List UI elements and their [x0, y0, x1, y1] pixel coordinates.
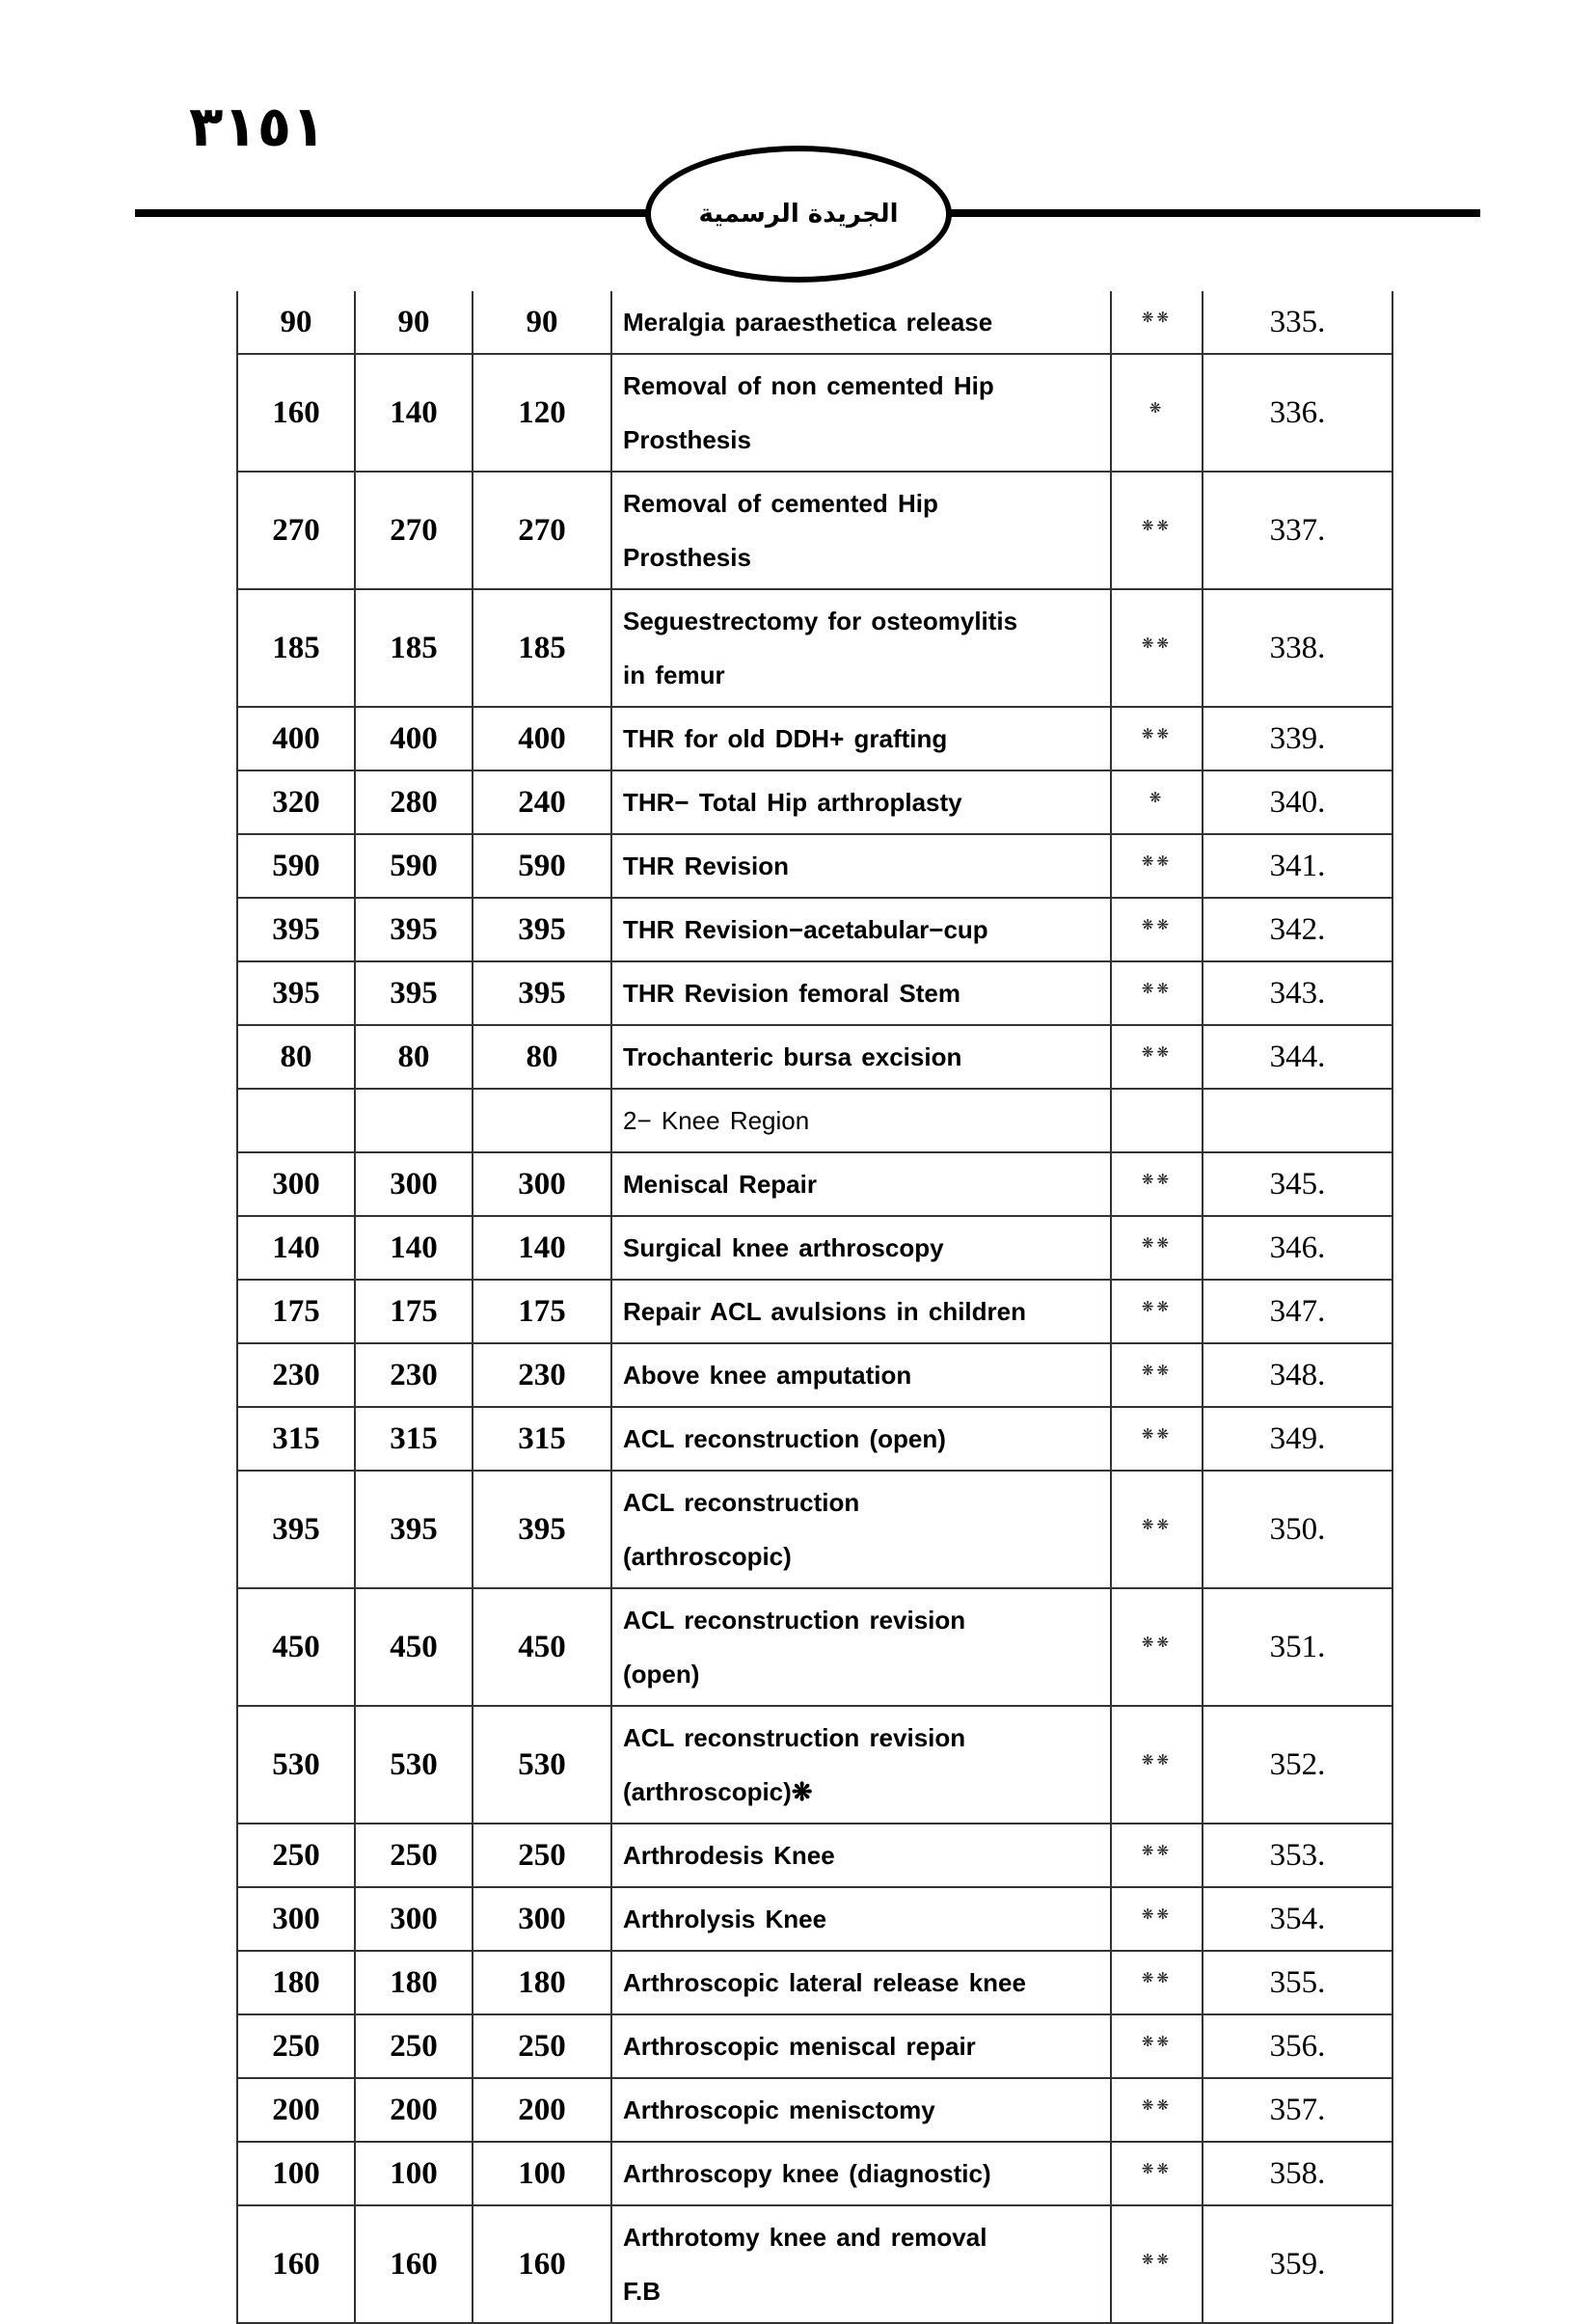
category-stars: ❋❋	[1111, 961, 1203, 1025]
table-row	[237, 961, 1392, 1025]
fee-column-1: 250	[237, 2014, 355, 2078]
fee-column-2: 590	[355, 834, 473, 898]
table-row	[237, 1280, 1392, 1343]
category-stars: ❋❋	[1111, 1887, 1203, 1951]
table-row	[237, 834, 1392, 898]
table-row	[237, 770, 1392, 834]
description-line: ACL reconstruction revision	[623, 1606, 966, 1635]
procedure-description	[611, 1343, 1111, 1407]
serial-number: 355.	[1203, 1951, 1392, 2014]
category-stars: ❋❋	[1111, 834, 1203, 898]
fee-column-3: 80	[473, 1025, 611, 1089]
procedure-description	[611, 961, 1111, 1025]
category-stars: ❋	[1111, 770, 1203, 834]
description-line: THR Revision	[623, 851, 790, 880]
table-row	[237, 1407, 1392, 1471]
procedure-description	[611, 472, 1111, 589]
fee-column-1: 180	[237, 1951, 355, 2014]
fee-column-1: 160	[237, 2205, 355, 2323]
fee-column-1: 90	[237, 291, 355, 354]
table-row	[237, 354, 1392, 472]
description-line: ACL reconstruction (open)	[623, 1424, 946, 1453]
fee-column-2: 160	[355, 2205, 473, 2323]
serial-number: 348.	[1203, 1343, 1392, 1407]
description-line: Meralgia paraesthetica release	[623, 308, 993, 337]
fee-column-3: 140	[473, 1216, 611, 1280]
category-stars: ❋❋	[1111, 1407, 1203, 1471]
procedure-description	[611, 1407, 1111, 1471]
description-line: 2− Knee Region	[623, 1106, 810, 1135]
fee-column-3: 250	[473, 2014, 611, 2078]
category-stars: ❋❋	[1111, 1471, 1203, 1588]
procedure-description	[611, 1588, 1111, 1706]
fee-column-2: 450	[355, 1588, 473, 1706]
fee-column-2: 80	[355, 1025, 473, 1089]
fee-column-3: 100	[473, 2142, 611, 2205]
procedure-description	[611, 2142, 1111, 2205]
fee-column-1: 400	[237, 707, 355, 770]
fee-column-3: 395	[473, 961, 611, 1025]
fee-column-3: 300	[473, 1887, 611, 1951]
header-rule-right	[947, 209, 1480, 217]
description-line: Arthrotomy knee and removal	[623, 2223, 987, 2252]
category-stars: ❋❋	[1111, 1706, 1203, 1824]
procedure-description	[611, 1471, 1111, 1588]
procedure-description	[611, 1706, 1111, 1824]
category-stars: ❋❋	[1111, 2014, 1203, 2078]
table-row	[237, 1887, 1392, 1951]
fee-column-1: 140	[237, 1216, 355, 1280]
serial-number: 353.	[1203, 1824, 1392, 1887]
category-stars: ❋❋	[1111, 1216, 1203, 1280]
serial-number: 354.	[1203, 1887, 1392, 1951]
fee-column-2: 395	[355, 1471, 473, 1588]
section-title	[611, 1089, 1111, 1152]
table-row	[237, 2142, 1392, 2205]
serial-number: 358.	[1203, 2142, 1392, 2205]
fee-table-body	[237, 291, 1392, 2323]
table-row	[237, 1152, 1392, 1216]
table-row	[237, 1706, 1392, 1824]
fee-column-2: 250	[355, 1824, 473, 1887]
serial-number: 342.	[1203, 898, 1392, 961]
fee-column-2: 300	[355, 1152, 473, 1216]
fee-column-1: 250	[237, 1824, 355, 1887]
table-row	[237, 472, 1392, 589]
fee-column-1: 395	[237, 898, 355, 961]
description-line: THR Revision−acetabular−cup	[623, 915, 988, 944]
description-line: (arthroscopic)	[623, 1542, 792, 1571]
category-stars: ❋❋	[1111, 1152, 1203, 1216]
fee-column-1: 530	[237, 1706, 355, 1824]
procedure-description	[611, 1824, 1111, 1887]
procedure-description	[611, 589, 1111, 707]
description-line: Arthroscopic lateral release knee	[623, 1968, 1026, 1997]
description-line: ACL reconstruction revision	[623, 1723, 966, 1752]
category-stars: ❋	[1111, 354, 1203, 472]
category-stars: ❋❋	[1111, 2142, 1203, 2205]
serial-number: 335.	[1203, 291, 1392, 354]
fee-column-1: 270	[237, 472, 355, 589]
procedure-description	[611, 2078, 1111, 2142]
fee-column-2: 100	[355, 2142, 473, 2205]
fee-column-1: 100	[237, 2142, 355, 2205]
procedure-description	[611, 1951, 1111, 2014]
serial-number: 337.	[1203, 472, 1392, 589]
fee-column-3: 120	[473, 354, 611, 472]
fee-column-3: 240	[473, 770, 611, 834]
fee-column-1: 300	[237, 1887, 355, 1951]
fee-column-1: 395	[237, 961, 355, 1025]
description-line: Above knee amputation	[623, 1361, 912, 1390]
fee-column-2: 270	[355, 472, 473, 589]
table-row	[237, 2078, 1392, 2142]
description-line: THR for old DDH+ grafting	[623, 724, 948, 753]
fee-column-1: 160	[237, 354, 355, 472]
description-line: (arthroscopic)❋	[623, 1777, 813, 1806]
description-line: THR− Total Hip arthroplasty	[623, 788, 962, 817]
fee-column-3: 160	[473, 2205, 611, 2323]
category-stars: ❋❋	[1111, 472, 1203, 589]
fee-column-3: 90	[473, 291, 611, 354]
fee-column-2: 300	[355, 1887, 473, 1951]
page-number: ٣١٥١	[189, 94, 326, 159]
procedure-description	[611, 2014, 1111, 2078]
description-line: Arthroscopy knee (diagnostic)	[623, 2159, 991, 2188]
fee-column-2: 250	[355, 2014, 473, 2078]
description-line: Trochanteric bursa excision	[623, 1042, 962, 1071]
fee-column-3	[473, 1089, 611, 1152]
serial-number: 345.	[1203, 1152, 1392, 1216]
serial-number: 344.	[1203, 1025, 1392, 1089]
serial-number: 351.	[1203, 1588, 1392, 1706]
serial-number: 338.	[1203, 589, 1392, 707]
description-line: Surgical knee arthroscopy	[623, 1233, 944, 1262]
fee-column-1: 200	[237, 2078, 355, 2142]
fee-column-2: 400	[355, 707, 473, 770]
table-row	[237, 1216, 1392, 1280]
fee-column-1: 395	[237, 1471, 355, 1588]
category-stars: ❋❋	[1111, 898, 1203, 961]
fee-column-2: 180	[355, 1951, 473, 2014]
serial-number: 357.	[1203, 2078, 1392, 2142]
procedure-description	[611, 898, 1111, 961]
fee-column-2: 200	[355, 2078, 473, 2142]
fee-column-3: 180	[473, 1951, 611, 2014]
description-line: THR Revision femoral Stem	[623, 979, 960, 1008]
description-line: Prosthesis	[623, 543, 751, 572]
fee-column-2: 175	[355, 1280, 473, 1343]
table-row	[237, 707, 1392, 770]
fee-column-1: 185	[237, 589, 355, 707]
fee-column-2: 140	[355, 1216, 473, 1280]
description-line: Prosthesis	[623, 425, 751, 454]
fee-column-3: 200	[473, 2078, 611, 2142]
table-row	[237, 898, 1392, 961]
procedure-description	[611, 1280, 1111, 1343]
serial-number: 346.	[1203, 1216, 1392, 1280]
fee-column-1	[237, 1089, 355, 1152]
description-line: Arthroscopic menisctomy	[623, 2095, 935, 2124]
category-stars: ❋❋	[1111, 1280, 1203, 1343]
fee-column-1: 80	[237, 1025, 355, 1089]
table-row	[237, 291, 1392, 354]
fee-column-3: 250	[473, 1824, 611, 1887]
procedure-description	[611, 834, 1111, 898]
section-header-row	[237, 1089, 1392, 1152]
serial-number: 356.	[1203, 2014, 1392, 2078]
description-line: Removal of non cemented Hip	[623, 371, 994, 400]
fee-column-2: 140	[355, 354, 473, 472]
category-stars: ❋❋	[1111, 2078, 1203, 2142]
fee-column-1: 230	[237, 1343, 355, 1407]
description-line: Seguestrectomy for osteomylitis	[623, 607, 1018, 635]
description-line: Arthrolysis Knee	[623, 1905, 827, 1933]
fee-column-1: 320	[237, 770, 355, 834]
category-stars: ❋❋	[1111, 1951, 1203, 2014]
procedure-description	[611, 1025, 1111, 1089]
category-stars: ❋❋	[1111, 291, 1203, 354]
description-line: F.B	[623, 2277, 661, 2306]
procedure-description	[611, 2205, 1111, 2323]
fee-column-2: 185	[355, 589, 473, 707]
fee-column-1: 300	[237, 1152, 355, 1216]
fee-column-2: 315	[355, 1407, 473, 1471]
category-stars	[1111, 1089, 1203, 1152]
fee-column-2: 280	[355, 770, 473, 834]
procedure-description	[611, 1152, 1111, 1216]
serial-number: 359.	[1203, 2205, 1392, 2323]
table-row	[237, 1025, 1392, 1089]
fee-column-3: 450	[473, 1588, 611, 1706]
fee-column-3: 175	[473, 1280, 611, 1343]
publication-title: الجريدة الرسمية	[698, 200, 899, 229]
category-stars: ❋❋	[1111, 2205, 1203, 2323]
table-row	[237, 1471, 1392, 1588]
description-line: ACL reconstruction	[623, 1488, 860, 1517]
serial-number: 349.	[1203, 1407, 1392, 1471]
description-line: Removal of cemented Hip	[623, 489, 938, 518]
description-line: Arthroscopic meniscal repair	[623, 2032, 976, 2061]
fee-column-3: 590	[473, 834, 611, 898]
description-line: Repair ACL avulsions in children	[623, 1297, 1026, 1326]
fee-column-3: 395	[473, 1471, 611, 1588]
fee-column-2: 395	[355, 961, 473, 1025]
fee-column-3: 315	[473, 1407, 611, 1471]
fee-column-1: 175	[237, 1280, 355, 1343]
table-row	[237, 2014, 1392, 2078]
table-row	[237, 1824, 1392, 1887]
serial-number: 339.	[1203, 707, 1392, 770]
serial-number: 347.	[1203, 1280, 1392, 1343]
serial-number: 340.	[1203, 770, 1392, 834]
serial-number: 336.	[1203, 354, 1392, 472]
procedure-description	[611, 707, 1111, 770]
fee-column-3: 300	[473, 1152, 611, 1216]
serial-number: 350.	[1203, 1471, 1392, 1588]
fee-table	[236, 291, 1393, 2324]
fee-column-3: 185	[473, 589, 611, 707]
masthead-ellipse	[645, 146, 952, 283]
fee-column-3: 530	[473, 1706, 611, 1824]
description-line: Arthrodesis Knee	[623, 1841, 835, 1870]
category-stars: ❋❋	[1111, 707, 1203, 770]
procedure-description	[611, 1216, 1111, 1280]
category-stars: ❋❋	[1111, 589, 1203, 707]
fee-column-2: 230	[355, 1343, 473, 1407]
serial-number: 341.	[1203, 834, 1392, 898]
procedure-description	[611, 770, 1111, 834]
table-row	[237, 1951, 1392, 2014]
fee-column-2	[355, 1089, 473, 1152]
category-stars: ❋❋	[1111, 1025, 1203, 1089]
serial-number: 343.	[1203, 961, 1392, 1025]
table-row	[237, 1343, 1392, 1407]
table-row	[237, 1588, 1392, 1706]
description-line: (open)	[623, 1660, 700, 1689]
fee-column-3: 400	[473, 707, 611, 770]
serial-number	[1203, 1089, 1392, 1152]
fee-column-1: 590	[237, 834, 355, 898]
description-line: in femur	[623, 661, 725, 689]
fee-column-1: 450	[237, 1588, 355, 1706]
fee-column-3: 270	[473, 472, 611, 589]
fee-column-2: 530	[355, 1706, 473, 1824]
fee-column-3: 230	[473, 1343, 611, 1407]
category-stars: ❋❋	[1111, 1824, 1203, 1887]
fee-column-1: 315	[237, 1407, 355, 1471]
procedure-description	[611, 354, 1111, 472]
description-line: Meniscal Repair	[623, 1170, 817, 1199]
table-row	[237, 589, 1392, 707]
fee-column-2: 90	[355, 291, 473, 354]
procedure-description	[611, 291, 1111, 354]
header-rule-left	[135, 209, 651, 217]
category-stars: ❋❋	[1111, 1588, 1203, 1706]
fee-column-3: 395	[473, 898, 611, 961]
fee-column-2: 395	[355, 898, 473, 961]
procedure-description	[611, 1887, 1111, 1951]
table-row	[237, 2205, 1392, 2323]
serial-number: 352.	[1203, 1706, 1392, 1824]
category-stars: ❋❋	[1111, 1343, 1203, 1407]
